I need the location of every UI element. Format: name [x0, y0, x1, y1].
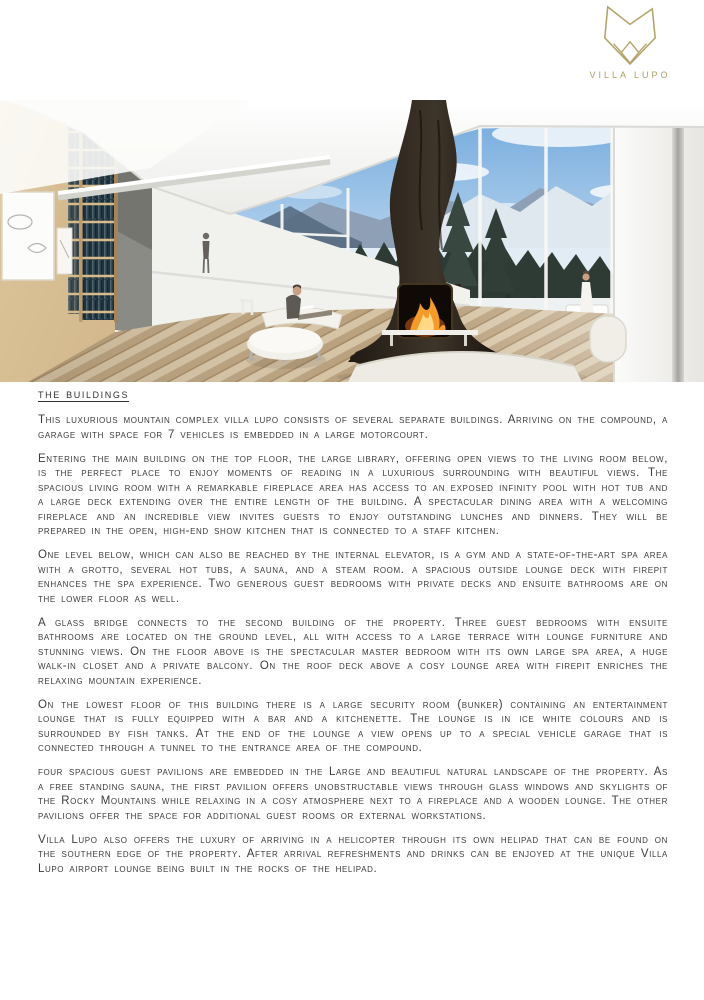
pouf-ottoman: [246, 327, 326, 369]
brand-logo: [570, 4, 690, 80]
right-wall: [614, 108, 704, 382]
paragraph-bunker: On the lowest floor of this building there is a large security room (bunker) containing an entertainment lounge that is fully equipped with a bar and a kitchenette. The lounge is in ice white colours and is surrounded by fish tanks. At the end of the lounge a view opens up to a special vehicle garage that is connected through a tunnel to the entrance area of the compound.: [38, 698, 668, 754]
paragraph-pavilions: four spacious guest pavilions are embedded in the Large and beautiful natural landscape of the property. As a free standing sauna, the first pavilion offers unobstructable views through glass windows and skylights of the Rocky Mountains while relaxing in a cosy atmosphere next to a fireplace and a wooden lounge. The other pavilions offer the space for additional guest rooms or external workstations.: [38, 766, 668, 822]
fox-logo-icon: [602, 4, 658, 66]
section-heading: the buildings: [38, 386, 130, 401]
paragraph-intro: This luxurious mountain complex villa lupo consists of several separate buildings. Arriving on the compound, a garage with space for 7 vehicles is embedded in a large motorcourt.: [38, 414, 668, 441]
paragraph-second-building: A glass bridge connects to the second building of the property. Three guest bedrooms with ensuite bathrooms are located on the ground level, all with access to a large terrace with lounge furniture and stunning views. On the floor above is the spectacular master bedroom with its own large spa area, a huge walk-in closet and a private balcony. On the roof deck above a cosy lounge area with firepit enriches the relaxing mountain experience.: [38, 616, 668, 687]
page-header: [0, 0, 704, 100]
paragraph-spa-level: One level below, which can also be reached by the internal elevator, is a gym and a state-of-the-art spa area with a grotto, several hot tubs, a sauna, and a steam room. a spacious outside lounge deck with firepit enhances the spa experience. Two generous guest bedrooms with private decks and ensuite bathrooms are on the lower floor as well.: [38, 549, 668, 605]
living-room-illustration: [0, 100, 704, 382]
hero-rendering: [0, 100, 704, 382]
paragraph-helipad: Villa Lupo also offers the luxury of arriving in a helicopter through its own helipad that can be found on the southern edge of the property. After arrival refreshments and drinks can be enjoyed at the unique Villa Lupo airport lounge being built in the rocks of the helipad.: [38, 833, 668, 875]
sofa-backrest: [590, 316, 626, 362]
article-body: [38, 383, 668, 886]
seated-person: [286, 295, 301, 319]
brand-wordmark: VILLA LUPO: [589, 70, 671, 80]
paragraph-main-building: Entering the main building on the top floor, the large library, offering open views to the living room below, is the perfect place to enjoy moments of reading in a luxurious surrounding with beautiful views. The spacious living room with a remarkable fireplace area has access to an exposed infinity pool with hot tub and a large deck extending over the entire length of the building. A spectacular dining area with a welcoming fireplace and an incredible view invites guests to enjoy outstanding lunches and dinners. They will be prepared in the open, high-end show kitchen that is connected to a staff kitchen.: [38, 452, 668, 537]
